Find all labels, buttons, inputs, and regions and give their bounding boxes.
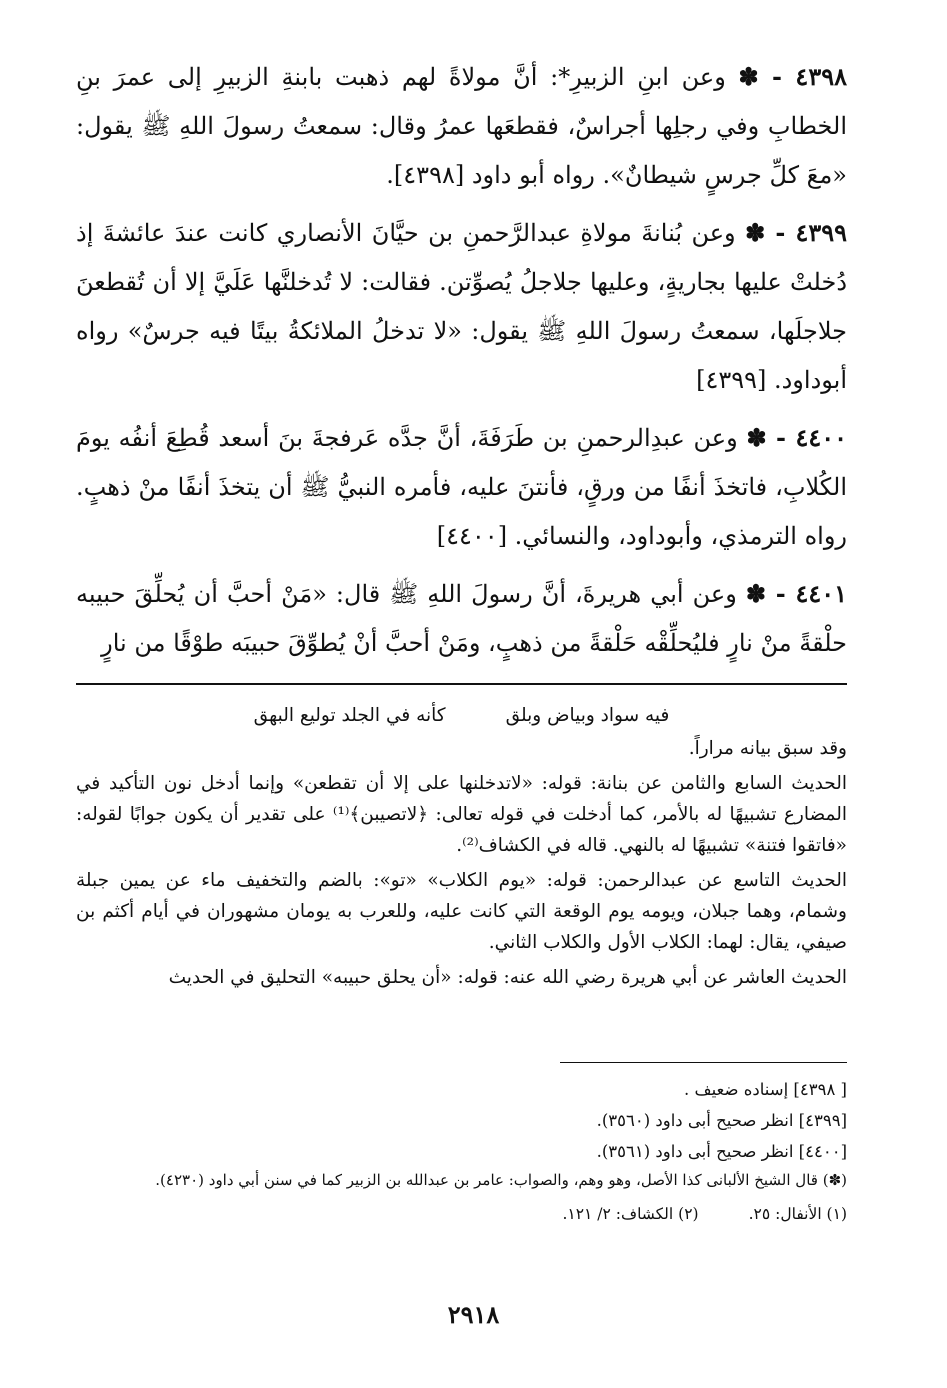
footnote: [٤٤٠٠] انظر صحيح أبى داود (٣٥٦١). <box>596 1142 847 1161</box>
reference-notes <box>70 1199 847 1230</box>
hadith-4398 <box>76 52 847 200</box>
hadith-text: وعن عبدِالرحمنِ بن طَرَفَةَ، أنَّ جدَّه عَرفجةَ بنَ أسعد قُطِعَ أنفُه يومَ الكُلابِ، فاتخذَ أنفًا من ورقٍ، فأنتنَ عليه، فأمره النبيُّ ﷺ أن يتخذَ أنفًا منْ ذهبٍ. رواه الترمذي، وأبوداود، والنسائي. [٤٤٠٠] <box>76 424 847 550</box>
poetry-verse <box>76 700 847 731</box>
hadith-4399 <box>76 208 847 405</box>
hadith-number: ٤٤٠١ - ✽ <box>745 579 848 608</box>
reference-note: (٢) الكشاف: ٢/ ١٢١. <box>562 1205 699 1223</box>
page-number: ٢٩١٨ <box>447 1300 500 1329</box>
footnote-divider <box>560 1062 847 1063</box>
verse-second-half: كأنه في الجلد توليع البهق <box>253 705 446 726</box>
hadith-text: وعن أبي هريرةَ، أنَّ رسولَ اللهِ ﷺ قال: «مَنْ أحبَّ أن يُحلِّقَ حبيبه حلْقةً منْ نارٍ فليُحلِّقْه حَلْقةً من ذهبٍ، ومَنْ أحبَّ أنْ يُطوِّقَ حبيبَه طوْقًا من نارٍ <box>76 580 847 657</box>
footnote: [ ٤٣٩٨] إسناده ضعيف . <box>684 1080 847 1099</box>
main-divider <box>76 683 847 685</box>
commentary-paragraph: الحديث السابع والثامن عن بنانة: قوله: «لاتدخلنها على إلا أن تقطعن» وإنما أدخل نون التأكيد في المضارع تشبيهًا له بالأمر، كما أدخلت في قوله تعالى: ﴿لاتصيبن﴾⁽¹⁾ على تقدير أن يكون جوابًا لقوله: «فاتقوا فتنة» تشبيهًا له بالنهي. قاله في الكشاف⁽²⁾. <box>76 773 848 856</box>
hadith-4400 <box>76 413 847 561</box>
hadith-number: ٤٣٩٩ - ✽ <box>745 218 847 247</box>
commentary-paragraph: وقد سبق بيانه مراراً. <box>688 738 847 759</box>
commentary-paragraph: الحديث العاشر عن أبي هريرة رضي الله عنه: قوله: «أن يحلق حبيبه» التحليق في الحديث <box>168 967 847 988</box>
footnote: (✽) قال الشيخ الألبانى كذا الأصل، وهو وهم، والصواب: عامر بن عبدالله بن الزبير كما في سنن أبي داود (٤٢٣٠). <box>155 1171 847 1189</box>
hadith-number: ٤٣٩٨ - ✽ <box>738 62 847 91</box>
hadith-4401 <box>76 569 847 668</box>
hadith-text: وعن بُنانةَ مولاةِ عبدالرَّحمنِ بن حيَّانَ الأنصاري كانت عندَ عائشةَ إذ دُخلتْ عليها بجاريةٍ، وعليها جلاجلُ يُصوِّتن. فقالت: لا تُدخلنَّها عَلَيَّ إلا أن تُقطعنَ جلاجلَها، سمعتُ رسولَ اللهِ ﷺ يقول: «لا تدخلُ الملائكةُ بيتًا فيه جرسٌ» رواه أبوداود. [٤٣٩٩] <box>76 219 847 394</box>
verse-first-half: فيه سواد وبياض وبلق <box>505 705 670 726</box>
hadith-number: ٤٤٠٠ - ✽ <box>746 423 848 452</box>
commentary-section <box>76 700 847 997</box>
reference-note: (١) الأنفال: ٢٥. <box>748 1205 847 1223</box>
hadith-section <box>76 52 847 676</box>
footnotes <box>70 1074 847 1230</box>
commentary-paragraph: الحديث التاسع عن عبدالرحمن: قوله: «يوم الكلاب» «تو»: بالضم والتخفيف ماء عن يمين جبلة وشمام، وهما جبلان، ويومه يوم الوقعة التي كانت عليه، وللعرب به يومان مشهوران في أيام أكثم بن صيفي، يقال: لهما: الكلاب الأول والكلاب الثاني. <box>76 870 847 953</box>
hadith-text: وعن ابنِ الزبيرِ*: أنَّ مولاةً لهم ذهبت بابنةِ الزبيرِ إلى عمرَ بنِ الخطابِ وفي رجلِها أجراسٌ، فقطعَها عمرُ وقال: سمعتُ رسولَ اللهِ ﷺ يقول: «معَ كلِّ جرسٍ شيطانٌ». رواه أبو داود [٤٣٩٨]. <box>76 63 847 189</box>
footnote: [٤٣٩٩] انظر صحيح أبى داود (٣٥٦٠). <box>596 1111 847 1130</box>
